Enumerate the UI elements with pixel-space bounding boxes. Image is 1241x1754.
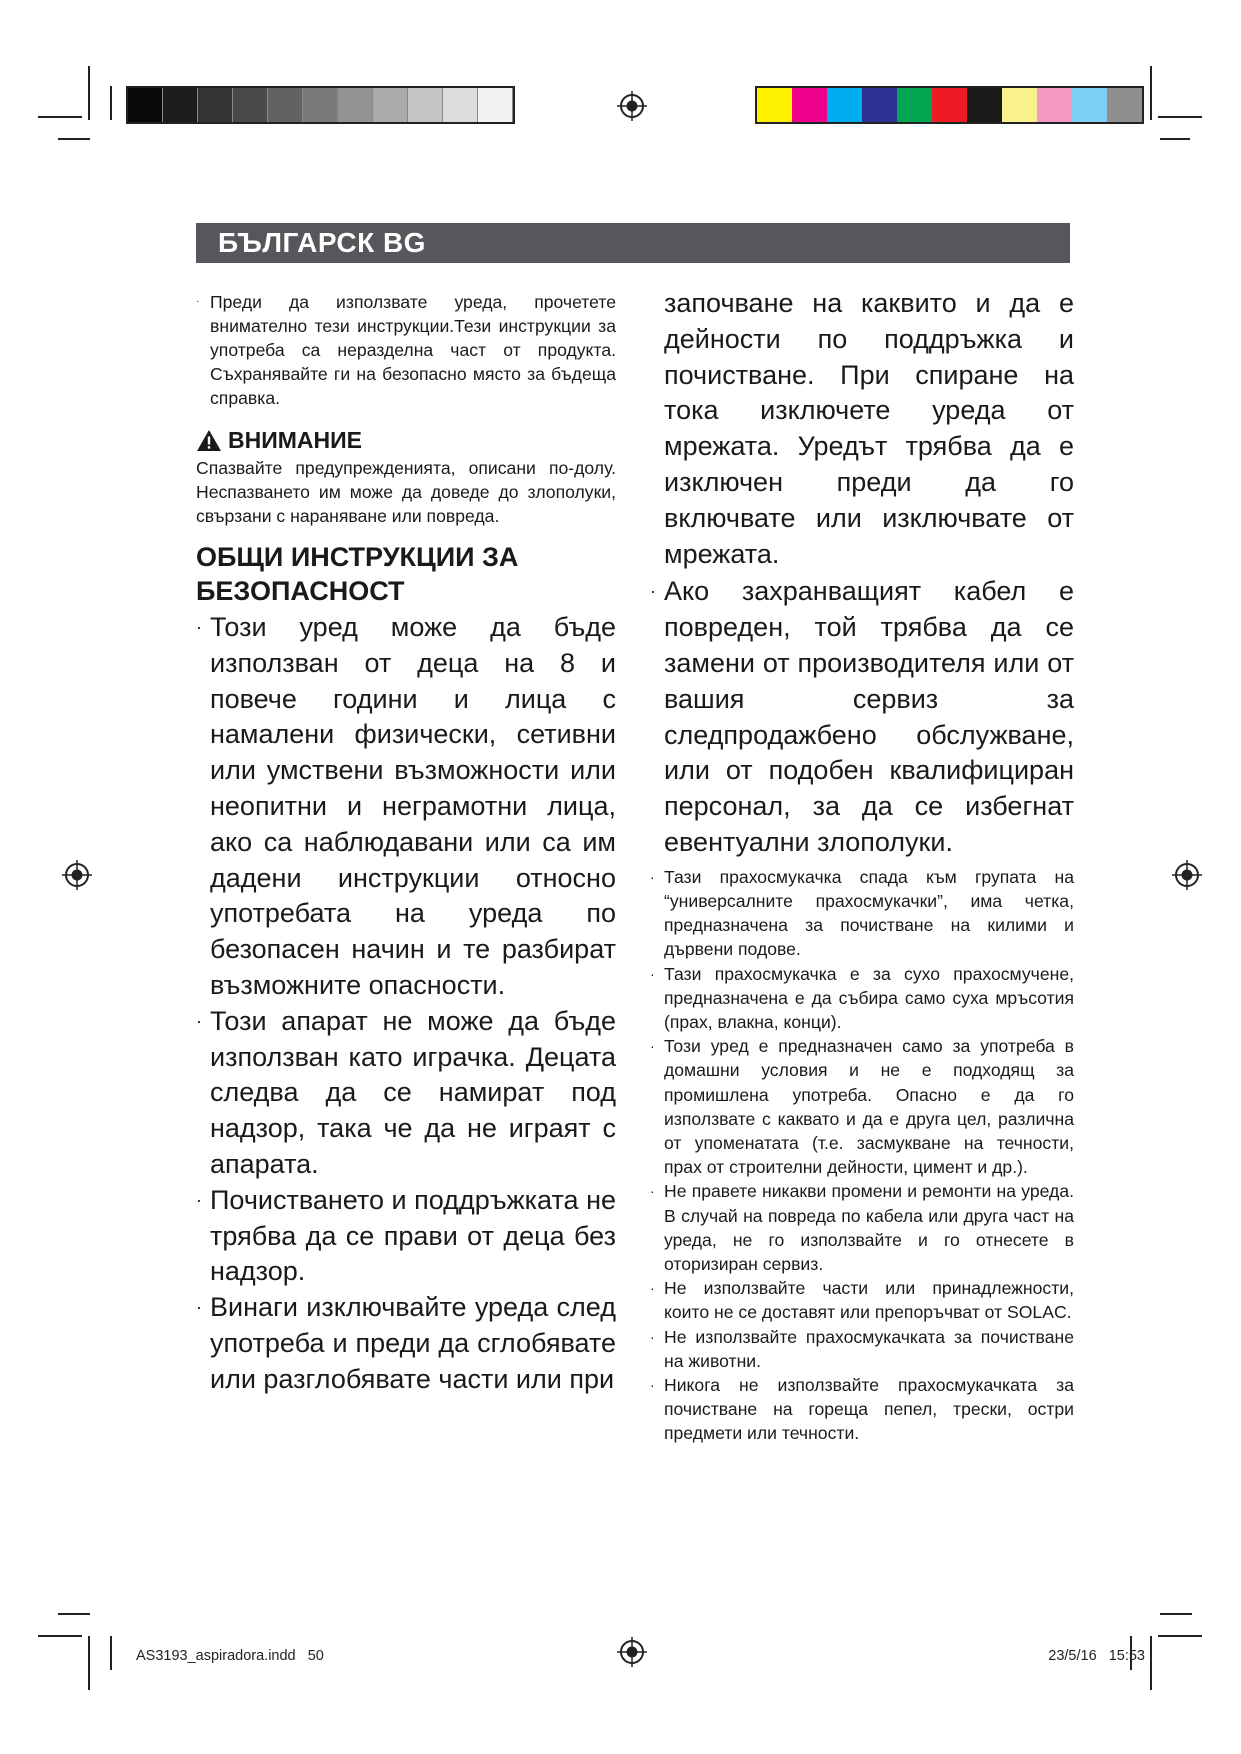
list-item: · Не използвайте части или принадлежности, които не се доставят или препоръчват от SOLAC. bbox=[650, 1278, 1074, 1323]
color-swatch bbox=[233, 88, 268, 122]
crop-mark bbox=[38, 116, 82, 118]
list-item: · Тази прахосмукачка е за сухо прахосмучене, предназначена е да събира само суха мръсотия (прах, влакна, конци). bbox=[650, 963, 1074, 1032]
color-swatch bbox=[268, 88, 303, 122]
list-item: · Ако захранващият кабел е повреден, той трябва да се замени от производителя или от вашия сервиз за следпродажбено обслужване, или от подобен квалифициран персонал, за да се избегнат евентуални злополуки. bbox=[650, 576, 1074, 857]
section-title: ОБЩИ ИНСТРУКЦИИ ЗА БЕЗОПАСНОСТ bbox=[196, 542, 519, 606]
crop-mark bbox=[88, 1636, 90, 1690]
color-swatch bbox=[478, 88, 513, 122]
crop-mark bbox=[1158, 1635, 1202, 1637]
color-swatch bbox=[1072, 88, 1107, 122]
crop-mark bbox=[38, 1635, 82, 1637]
list-item: · Не правете никакви промени и ремонти на уреда. В случай на повреда по кабела или друга част на уреда, не го използвайте и го отнесете в оторизиран сервиз. bbox=[650, 1181, 1074, 1274]
list-item: · Този уред е предназначен само за употреба в домашни условия и не е подходящ за промишлена употреба. Опасно е да го използвате с каквато и да е друга цел, различна от упоменатата (т.е. засмукване на течности, прах от строителни дейности, цимент и др.). bbox=[650, 1036, 1074, 1178]
color-swatch bbox=[757, 88, 792, 122]
color-swatch bbox=[967, 88, 1002, 122]
registration-mark-icon bbox=[617, 1637, 647, 1667]
footer-file-info: AS3193_aspiradora.indd 50 bbox=[136, 1648, 324, 1664]
color-swatch bbox=[1002, 88, 1037, 122]
color-swatch bbox=[128, 88, 163, 122]
color-swatch bbox=[792, 88, 827, 122]
warning-triangle-icon bbox=[196, 429, 222, 452]
registration-mark-icon bbox=[62, 860, 92, 890]
page-title: БЪЛГАРСК BG bbox=[218, 227, 426, 258]
color-swatch bbox=[373, 88, 408, 122]
list-item: · Този апарат не може да бъде използван като играчка. Децата следва да се намират под надзор, така че да не играят с апарата. bbox=[196, 1005, 616, 1179]
list-item: · Никога не използвайте прахосмукачката за почистване на гореща пепел, трески, остри предмети или течности. bbox=[650, 1375, 1074, 1444]
safety-list-right-large bbox=[650, 574, 1074, 860]
color-swatch bbox=[303, 88, 338, 122]
crop-mark bbox=[1150, 1636, 1152, 1690]
process-color-bar bbox=[755, 86, 1144, 124]
list-item: · Почистването и поддръжката не трябва да се прави от деца без надзор. bbox=[196, 1184, 616, 1287]
intro-paragraph: · Преди да използвате уреда, прочетете внимателно тези инструкции.Тези инструкции за употреба са неразделна част от продукта. Съхранявайте ги на безопасно място за бъдеща справка. bbox=[196, 292, 616, 408]
crop-mark bbox=[58, 138, 90, 140]
color-swatch bbox=[443, 88, 478, 122]
crop-mark bbox=[1160, 1613, 1192, 1615]
crop-mark bbox=[1158, 116, 1202, 118]
registration-mark-icon bbox=[617, 91, 647, 121]
color-swatch bbox=[338, 88, 373, 122]
grayscale-color-bar bbox=[126, 86, 515, 124]
color-swatch bbox=[198, 88, 233, 122]
list-item: · Този уред може да бъде използван от деца на 8 и повече години и лица с намалени физически, сетивни или умствени възможности или неопитни и неграмотни лица, ако са наблюдавани или са им дадени инструкции относно употребата на уреда по безопасен начин и те разбират възможните опасности. bbox=[196, 612, 616, 1000]
crop-mark bbox=[110, 86, 112, 120]
crop-mark bbox=[88, 66, 90, 120]
safety-list-right-small bbox=[650, 865, 1074, 1446]
list-item: · Не използвайте прахосмукачката за почистване на животни. bbox=[650, 1326, 1074, 1371]
right-column bbox=[650, 286, 1074, 1446]
crop-mark bbox=[58, 1613, 90, 1615]
color-swatch bbox=[163, 88, 198, 122]
crop-mark bbox=[110, 1636, 112, 1670]
footer-date: 23/5/16 15:53 bbox=[1048, 1648, 1145, 1664]
color-swatch bbox=[862, 88, 897, 122]
crop-mark bbox=[1150, 66, 1152, 120]
warning-heading: ВНИМАНИЕ bbox=[196, 426, 616, 454]
color-swatch bbox=[897, 88, 932, 122]
warning-text: Спазвайте предупрежденията, описани по-долу. Неспазването им може да доведе до злополуки, свързани с нараняване или повреда. bbox=[196, 458, 616, 526]
color-swatch bbox=[1037, 88, 1072, 122]
registration-mark-icon bbox=[1172, 860, 1202, 890]
left-column bbox=[196, 290, 616, 1398]
language-header-bar bbox=[196, 223, 1070, 263]
list-item: · Тази прахосмукачка спада към групата на “универсалните прахосмукачки”, има четка, предназначена за почистване на килими и дървени подове. bbox=[650, 866, 1074, 960]
color-swatch bbox=[1107, 88, 1142, 122]
list-item: · Винаги изключвайте уреда след употреба и преди да сглобявате или разглобявате части или при bbox=[196, 1292, 616, 1394]
color-swatch bbox=[408, 88, 443, 122]
crop-mark bbox=[1160, 138, 1190, 140]
color-swatch bbox=[932, 88, 967, 122]
safety-list-left bbox=[196, 610, 616, 1398]
list-item-continuation: започване на каквито и да е дейности по поддръжка и почистване. При спиране на тока изключете уреда от мрежата. Уредът трябва да е изключен преди да го включвате или изключвате от мрежата. bbox=[664, 288, 1074, 569]
color-swatch bbox=[827, 88, 862, 122]
